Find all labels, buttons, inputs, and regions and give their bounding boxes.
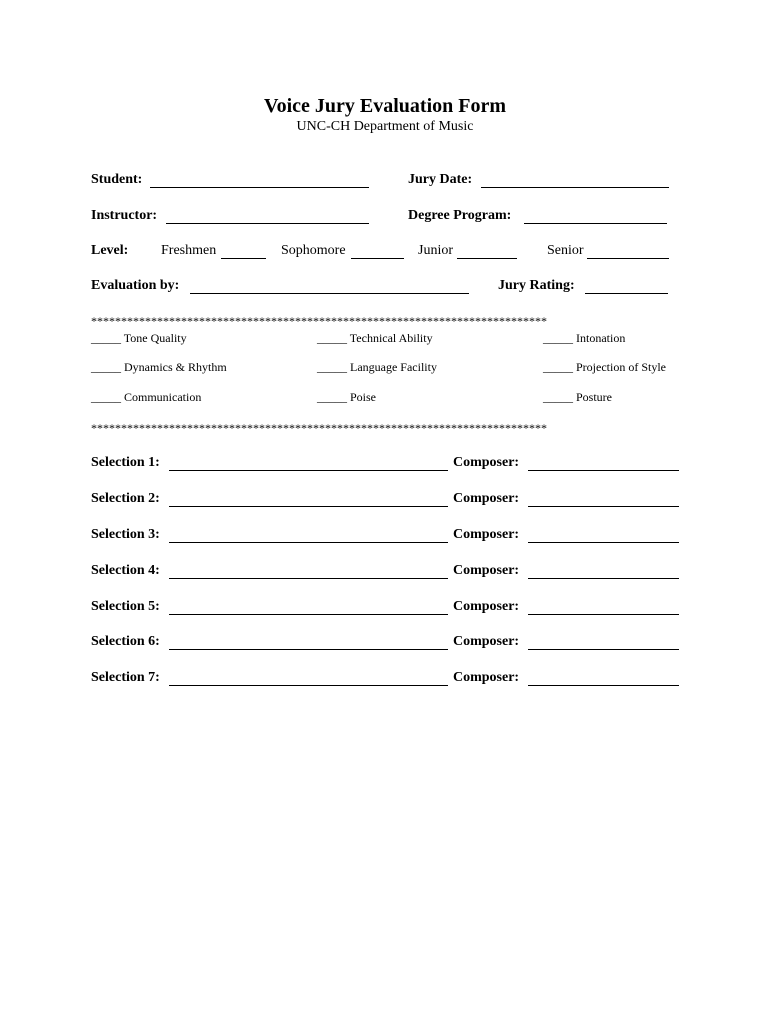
jury-rating-field[interactable]	[585, 293, 668, 294]
jury-date-label: Jury Date:	[408, 172, 473, 187]
selection-label: Selection 4:	[91, 563, 160, 578]
criterion-blank[interactable]: _____	[317, 360, 347, 374]
selection-label: Selection 7:	[91, 670, 160, 685]
criterion-item	[543, 361, 666, 373]
criterion-blank[interactable]: _____	[317, 390, 347, 404]
evaluation-by-field[interactable]	[190, 293, 469, 294]
form-subtitle: UNC-CH Department of Music	[296, 119, 474, 134]
level-senior-label: Senior	[547, 243, 584, 258]
selection-label: Selection 2:	[91, 491, 160, 506]
criterion-item	[91, 391, 201, 403]
selection-label: Selection 6:	[91, 634, 160, 649]
evaluation-by-label: Evaluation by:	[91, 278, 180, 293]
selection-field[interactable]	[169, 542, 448, 543]
criterion-blank[interactable]: _____	[543, 331, 573, 345]
composer-field[interactable]	[528, 649, 679, 650]
criterion-item	[543, 332, 625, 344]
composer-label: Composer:	[453, 599, 520, 614]
criterion-blank[interactable]: _____	[317, 331, 347, 345]
selection-field[interactable]	[169, 470, 448, 471]
criterion-label: Language Facility	[350, 360, 437, 374]
criterion-label: Intonation	[576, 331, 626, 345]
selection-label: Selection 5:	[91, 599, 160, 614]
composer-label: Composer:	[453, 670, 520, 685]
form-title: Voice Jury Evaluation Form	[263, 95, 507, 117]
selection-field[interactable]	[169, 614, 448, 615]
selection-field[interactable]	[169, 685, 448, 686]
criterion-item	[543, 391, 612, 403]
composer-label: Composer:	[453, 527, 520, 542]
jury-date-field[interactable]	[481, 187, 669, 188]
level-sophomore-field[interactable]	[351, 258, 404, 259]
separator-bottom: ****************************************************************************	[91, 422, 547, 434]
level-junior-label: Junior	[418, 243, 453, 258]
composer-label: Composer:	[453, 491, 520, 506]
criterion-blank[interactable]: _____	[91, 360, 121, 374]
instructor-field[interactable]	[166, 223, 369, 224]
composer-field[interactable]	[528, 614, 679, 615]
selection-field[interactable]	[169, 506, 448, 507]
composer-field[interactable]	[528, 470, 679, 471]
level-freshmen-label: Freshmen	[161, 243, 217, 258]
criterion-label: Projection of Style	[576, 360, 666, 374]
selection-label: Selection 1:	[91, 455, 160, 470]
criterion-item	[317, 391, 376, 403]
criterion-item	[91, 361, 227, 373]
degree-program-field[interactable]	[524, 223, 667, 224]
selection-label: Selection 3:	[91, 527, 160, 542]
composer-label: Composer:	[453, 563, 520, 578]
composer-label: Composer:	[453, 634, 520, 649]
selection-field[interactable]	[169, 578, 448, 579]
criterion-item	[317, 361, 437, 373]
composer-field[interactable]	[528, 506, 679, 507]
selection-field[interactable]	[169, 649, 448, 650]
composer-field[interactable]	[528, 578, 679, 579]
degree-program-label: Degree Program:	[408, 208, 512, 223]
level-junior-field[interactable]	[457, 258, 517, 259]
criterion-label: Communication	[124, 390, 202, 404]
criterion-blank[interactable]: _____	[91, 390, 121, 404]
composer-field[interactable]	[528, 542, 679, 543]
criterion-label: Posture	[576, 390, 612, 404]
composer-field[interactable]	[528, 685, 679, 686]
criterion-blank[interactable]: _____	[543, 360, 573, 374]
criterion-label: Poise	[350, 390, 377, 404]
criterion-label: Technical Ability	[349, 331, 433, 345]
criterion-blank[interactable]: _____	[543, 390, 573, 404]
separator-top: ****************************************************************************	[91, 315, 547, 327]
level-senior-field[interactable]	[587, 258, 669, 259]
level-freshmen-field[interactable]	[221, 258, 266, 259]
composer-label: Composer:	[453, 455, 520, 470]
criterion-item	[91, 332, 187, 344]
instructor-label: Instructor:	[91, 208, 158, 223]
student-field[interactable]	[150, 187, 369, 188]
criterion-item	[317, 332, 433, 344]
level-sophomore-label: Sophomore	[281, 243, 346, 258]
student-label: Student:	[91, 172, 143, 187]
criterion-label: Tone Quality	[123, 331, 187, 345]
criterion-blank[interactable]: _____	[91, 331, 121, 345]
criterion-label: Dynamics & Rhythm	[124, 360, 227, 374]
jury-rating-label: Jury Rating:	[498, 278, 575, 293]
level-label: Level:	[91, 243, 129, 258]
